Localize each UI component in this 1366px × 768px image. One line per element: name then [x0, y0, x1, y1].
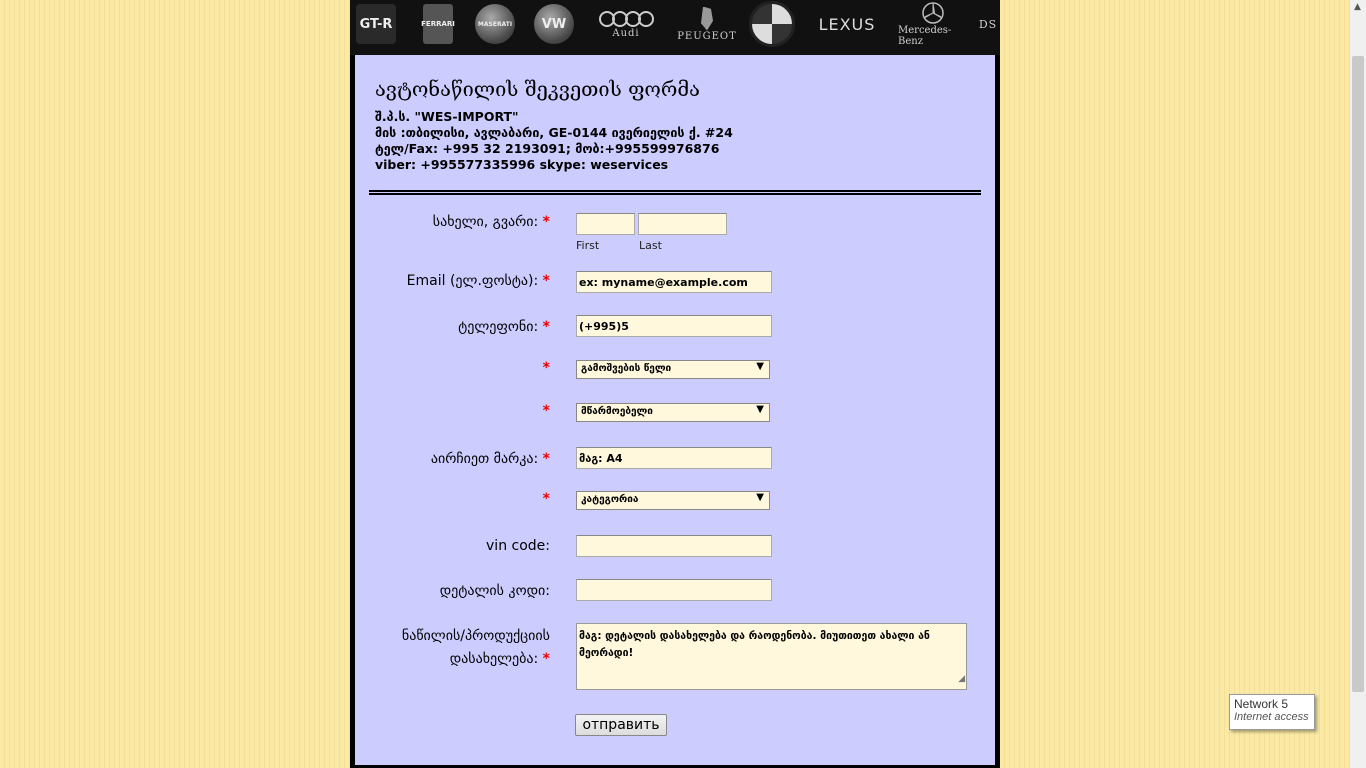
audi-rings-icon	[597, 10, 655, 28]
name-label: სახელი, გვარი: *	[432, 214, 550, 230]
bmw-logo[interactable]	[748, 0, 796, 48]
network-tooltip-title: Network 5	[1234, 697, 1289, 711]
first-name-input[interactable]	[576, 213, 635, 235]
company-phone: ტელ/Fax: +995 32 2193091; მობ:+995599976876	[375, 141, 720, 156]
maker-required-mark: *	[542, 403, 550, 419]
gtr-logo[interactable]: GT-R	[355, 0, 397, 48]
category-required-mark: *	[542, 491, 550, 507]
vertical-scrollbar[interactable]	[1349, 0, 1366, 768]
email-input[interactable]: ex: myname@example.com	[576, 271, 772, 293]
model-input[interactable]: მაგ: A4	[576, 447, 772, 469]
maserati-logo[interactable]: MASERATI	[475, 0, 515, 48]
mercedes-star-icon	[921, 1, 945, 25]
first-name-sublabel: First	[576, 239, 600, 252]
form-header	[375, 77, 733, 173]
dropdown-arrow-icon: ▼	[756, 404, 764, 415]
phone-label: ტელეფონი: *	[458, 319, 550, 335]
lion-icon	[697, 7, 717, 31]
phone-input[interactable]: (+995)5	[576, 315, 772, 337]
company-name: შ.პ.ს. "WES-IMPORT"	[375, 109, 519, 124]
form-title: ავტონაწილის შეკვეთის ფორმა	[375, 77, 700, 101]
scrollbar-thumb[interactable]	[1352, 56, 1364, 692]
part-name-label: ნაწილის/პროდუქციის დასახელება: *	[401, 628, 550, 667]
company-viber: viber: +995577335996 skype: weservices	[375, 157, 669, 172]
year-required-mark: *	[542, 360, 550, 376]
company-address: მის :თბილისი, ავლაბარი, GE-0144 ივერიელის ქ. #24	[375, 125, 733, 140]
header-divider	[369, 190, 981, 195]
category-select[interactable]: კატეგორია ▼	[576, 491, 770, 510]
part-code-label: დეტალის კოდი:	[439, 583, 550, 599]
part-code-input[interactable]	[576, 579, 772, 601]
maker-select[interactable]: მწარმოებელი ▼	[576, 403, 770, 422]
part-name-textarea[interactable]: მაგ: დეტალის დასახელება და რაოდენობა. მიუთითეთ ახალი ან მეორადი! ◢	[576, 623, 967, 690]
volkswagen-logo[interactable]: VW	[532, 0, 576, 48]
submit-button[interactable]: отправить	[575, 714, 667, 736]
resize-grip-icon[interactable]: ◢	[958, 674, 965, 684]
vin-input[interactable]	[576, 535, 772, 557]
peugeot-logo[interactable]: PEUGEOT	[678, 0, 736, 48]
email-label: Email (ელ.ფოსტა): *	[406, 273, 550, 289]
ds-logo[interactable]: DS	[978, 17, 998, 31]
year-select[interactable]: გამოშვების წელი ▼	[576, 360, 770, 379]
vin-label: vin code:	[486, 538, 550, 554]
model-label: აირჩიეთ მარკა: *	[430, 451, 550, 467]
audi-logo[interactable]: Audi	[595, 0, 657, 48]
scroll-up-arrow-icon[interactable]: ▲	[1354, 2, 1361, 12]
mercedes-logo[interactable]: Mercedes-Benz	[898, 0, 968, 48]
network-tooltip	[1229, 694, 1315, 730]
order-form	[355, 55, 995, 765]
lexus-logo[interactable]: LEXUS	[818, 14, 876, 34]
dropdown-arrow-icon: ▼	[756, 361, 764, 372]
brand-logo-strip	[350, 0, 1000, 55]
page-container	[350, 0, 1000, 768]
last-name-input[interactable]	[638, 213, 727, 235]
last-name-sublabel: Last	[639, 239, 662, 252]
network-tooltip-subtitle: Internet access	[1234, 711, 1309, 723]
dropdown-arrow-icon: ▼	[756, 492, 764, 503]
ferrari-logo[interactable]: FERRARI	[420, 0, 456, 48]
